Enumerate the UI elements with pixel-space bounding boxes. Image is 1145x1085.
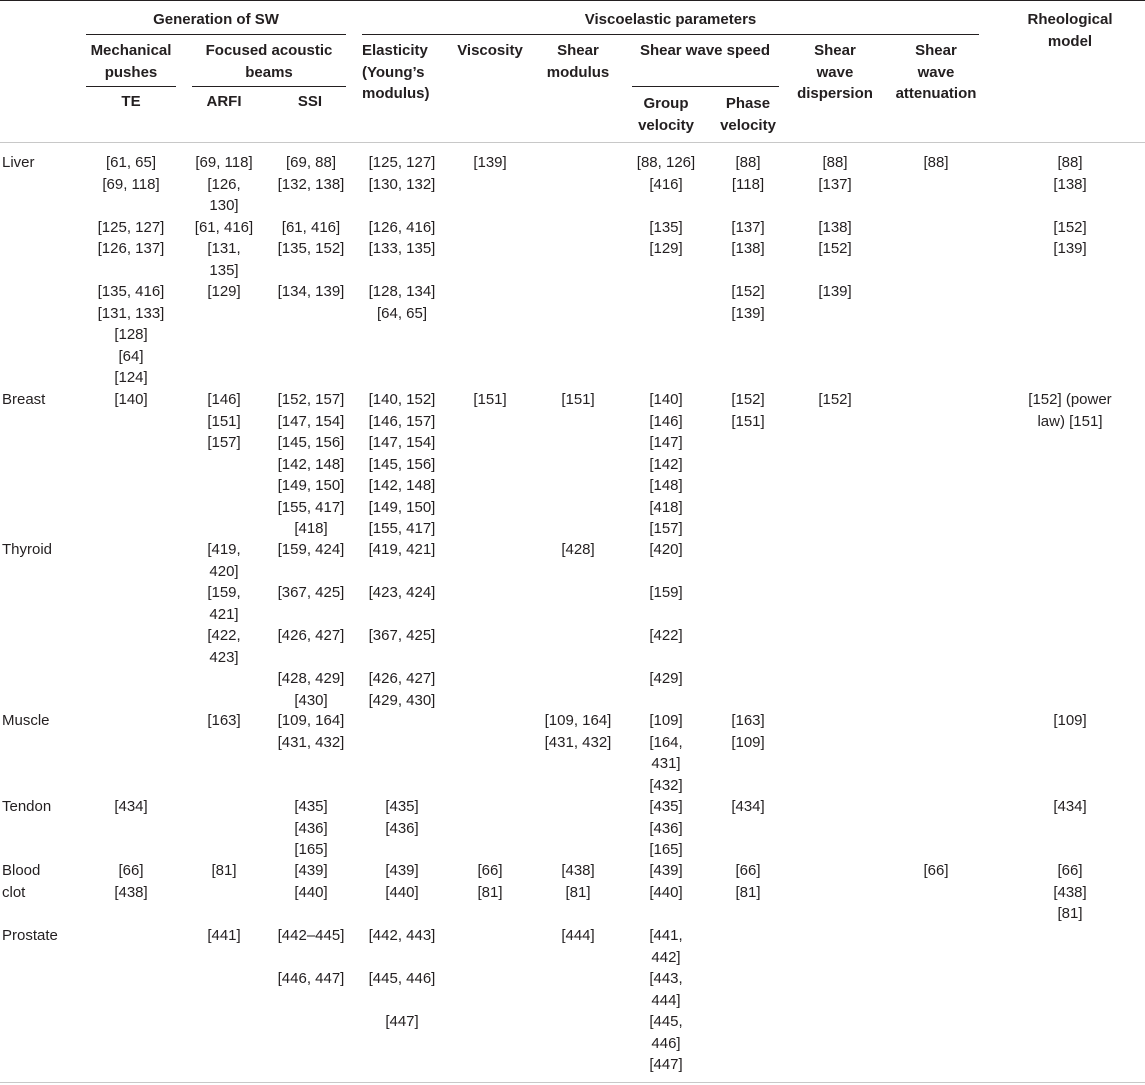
header-ssi: SSI bbox=[297, 93, 323, 110]
cell-elasticity: [419, 421] [423, 424] [367, 425] [426, 427] [429, 430] bbox=[368, 541, 436, 709]
cell-arfi: [146] [151] [157] bbox=[207, 391, 241, 451]
cell-arfi: [69, 118] [126, 130] [61, 416] [131, 135] [129] bbox=[194, 154, 254, 300]
cell-shear-wave-attenuation: [88] bbox=[923, 154, 949, 171]
viscoelastic-parameters-rule bbox=[362, 34, 979, 35]
cell-phase-velocity: [434] bbox=[731, 798, 765, 815]
cell-elasticity: [439] [440] bbox=[385, 862, 419, 901]
cell-rheological-model: [434] bbox=[1053, 798, 1087, 815]
cell-phase-velocity: [88] [118] [137] [138] [152] [139] bbox=[731, 154, 765, 322]
header-phase-velocity: Phase velocity bbox=[720, 95, 776, 134]
cell-viscosity: [66] [81] bbox=[477, 862, 503, 901]
header-focused-acoustic-beams: Focused acoustic beams bbox=[205, 42, 333, 81]
cell-organ: Thyroid bbox=[2, 541, 53, 558]
cell-group-velocity: [420] [159] [422] [429] bbox=[649, 541, 683, 687]
cell-shear-modulus: [428] bbox=[561, 541, 595, 558]
header-shear-wave-dispersion: Shear wave dispersion bbox=[797, 42, 873, 102]
header-shear-wave-attenuation: Shear wave attenuation bbox=[895, 42, 977, 102]
cell-viscosity: [139] bbox=[473, 154, 507, 171]
cell-phase-velocity: [66] [81] bbox=[735, 862, 761, 901]
cell-ssi: [109, 164] [431, 432] bbox=[277, 712, 345, 751]
cell-organ: Liver bbox=[2, 154, 35, 171]
generation-of-sw-rule bbox=[86, 34, 346, 35]
cell-arfi: [81] bbox=[211, 862, 237, 879]
header-bottom-rule bbox=[0, 142, 1145, 143]
header-generation-of-sw: Generation of SW bbox=[153, 11, 279, 28]
cell-rheological-model: [109] bbox=[1053, 712, 1087, 729]
cell-shear-modulus: [438] [81] bbox=[561, 862, 595, 901]
cell-te: [140] bbox=[114, 391, 148, 408]
cell-elasticity: [140, 152] [146, 157] [147, 154] [145, 156] [142, 148] [149, 150] [155, 417] bbox=[368, 391, 436, 537]
cell-group-velocity: [441, 442] [443, 444] [445, 446] [447] bbox=[649, 927, 683, 1073]
header-shear-wave-speed: Shear wave speed bbox=[639, 42, 771, 59]
cell-ssi: [152, 157] [147, 154] [145, 156] [142, 148] [149, 150] [155, 417] [418] bbox=[277, 391, 345, 537]
header-arfi: ARFI bbox=[206, 93, 242, 110]
cell-group-velocity: [140] [146] [147] [142] [148] [418] [157] bbox=[649, 391, 683, 537]
cell-shear-wave-dispersion: [88] [137] [138] [152] [139] bbox=[818, 154, 852, 300]
cell-group-velocity: [88, 126] [416] [135] [129] bbox=[636, 154, 696, 257]
cell-viscosity: [151] bbox=[473, 391, 507, 408]
cell-phase-velocity: [163] [109] bbox=[731, 712, 765, 751]
mechanical-pushes-rule bbox=[86, 86, 176, 87]
cell-shear-modulus: [109, 164] [431, 432] bbox=[544, 712, 612, 751]
cell-shear-wave-attenuation: [66] bbox=[923, 862, 949, 879]
cell-elasticity: [435] [436] bbox=[385, 798, 419, 837]
cell-rheological-model: [88] [138] [152] [139] bbox=[1053, 154, 1087, 257]
cell-elasticity: [125, 127] [130, 132] [126, 416] [133, 135] [128, 134] [64, 65] bbox=[368, 154, 436, 322]
cell-elasticity: [442, 443] [445, 446] [447] bbox=[368, 927, 436, 1030]
cell-rheological-model: [152] (power law) [151] bbox=[1028, 391, 1112, 430]
cell-rheological-model: [66] [438] [81] bbox=[1053, 862, 1087, 922]
cell-shear-modulus: [151] bbox=[561, 391, 595, 408]
cell-arfi: [163] bbox=[207, 712, 241, 729]
cell-phase-velocity: [152] [151] bbox=[731, 391, 765, 430]
header-te: TE bbox=[121, 93, 141, 110]
cell-ssi: [69, 88] [132, 138] [61, 416] [135, 152] [134, 139] bbox=[277, 154, 345, 300]
cell-organ: Breast bbox=[2, 391, 46, 408]
header-shear-modulus: Shear modulus bbox=[546, 42, 610, 81]
cell-ssi: [442–445] [446, 447] bbox=[277, 927, 345, 987]
shear-wave-speed-rule bbox=[632, 86, 779, 87]
cell-group-velocity: [435] [436] [165] bbox=[649, 798, 683, 858]
cell-te: [61, 65] [69, 118] [125, 127] [126, 137] [135, 416] [131, 133] [128] [64] [124] bbox=[97, 154, 165, 386]
cell-shear-modulus: [444] bbox=[561, 927, 595, 944]
cell-arfi: [441] bbox=[207, 927, 241, 944]
cell-ssi: [435] [436] [165] bbox=[294, 798, 328, 858]
header-group-velocity: Group velocity bbox=[638, 95, 694, 134]
cell-group-velocity: [439] [440] bbox=[649, 862, 683, 901]
cell-te: [434] bbox=[114, 798, 148, 815]
header-viscoelastic-parameters: Viscoelastic parameters bbox=[584, 11, 757, 28]
cell-group-velocity: [109] [164, 431] [432] bbox=[649, 712, 683, 794]
cell-arfi: [419, 420] [159, 421] [422, 423] bbox=[207, 541, 241, 666]
cell-te: [66] [438] bbox=[114, 862, 148, 901]
cell-organ: Tendon bbox=[2, 798, 52, 815]
table-bottom-rule bbox=[0, 1082, 1145, 1083]
top-rule bbox=[0, 0, 1145, 1]
cell-organ: Muscle bbox=[2, 712, 50, 729]
cell-organ: Blood clot bbox=[2, 862, 41, 901]
cell-shear-wave-dispersion: [152] bbox=[818, 391, 852, 408]
cell-organ: Prostate bbox=[2, 927, 58, 944]
cell-ssi: [159, 424] [367, 425] [426, 427] [428, 429] [430] bbox=[277, 541, 345, 709]
header-mechanical-pushes: Mechanical pushes bbox=[90, 42, 172, 81]
header-viscosity: Viscosity bbox=[457, 42, 523, 59]
cell-ssi: [439] [440] bbox=[294, 862, 328, 901]
header-rheological-model: Rheological model bbox=[1027, 11, 1113, 50]
focused-acoustic-beams-rule bbox=[192, 86, 346, 87]
header-elasticity: Elasticity (Young’s modulus) bbox=[362, 42, 430, 102]
